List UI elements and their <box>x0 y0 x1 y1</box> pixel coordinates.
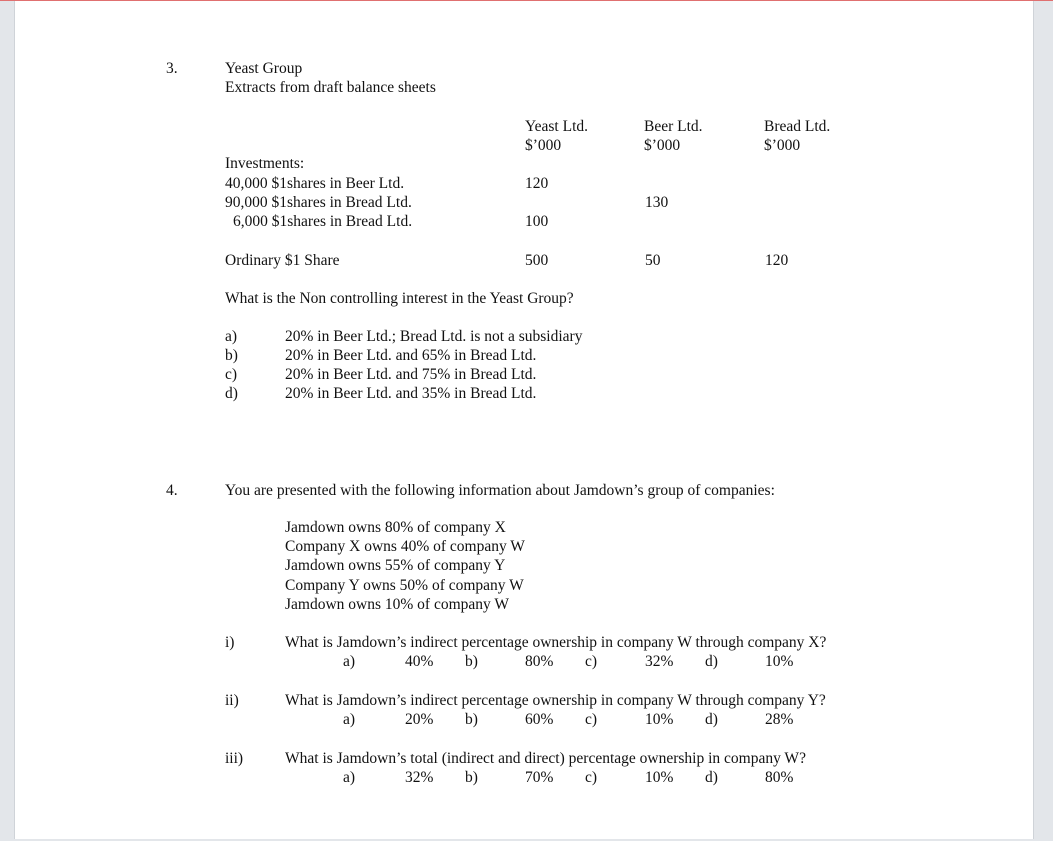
fact-line: Jamdown owns 80% of company X <box>285 519 506 536</box>
investments-label: Investments: <box>225 155 305 172</box>
column-header-yeast: Yeast Ltd. <box>525 118 589 135</box>
option-key: c) <box>225 366 238 383</box>
answer-key: a) <box>343 711 356 728</box>
answer-key: a) <box>343 653 356 670</box>
row-label: 6,000 $1shares in Bread Ltd. <box>233 213 413 230</box>
answer-key: c) <box>585 653 598 670</box>
answer-value: 70% <box>525 769 554 786</box>
answer-key: c) <box>585 711 598 728</box>
answer-value: 60% <box>525 711 554 728</box>
subquestion-key: i) <box>225 634 235 651</box>
answer-value: 28% <box>765 711 794 728</box>
document-page <box>14 1 1034 839</box>
answer-key: d) <box>705 653 718 670</box>
answer-value: 10% <box>645 769 674 786</box>
option-text: 20% in Beer Ltd. and 65% in Bread Ltd. <box>285 347 537 364</box>
option-text: 20% in Beer Ltd. and 35% in Bread Ltd. <box>285 385 537 402</box>
fact-line: Jamdown owns 10% of company W <box>285 596 510 613</box>
question-title: Yeast Group <box>225 60 303 77</box>
fact-line: Company Y owns 50% of company W <box>285 577 524 594</box>
subquestion-key: iii) <box>225 750 244 767</box>
row-value-yeast: 100 <box>525 213 549 230</box>
share-value-beer: 50 <box>645 252 661 269</box>
subquestion-text: What is Jamdown’s indirect percentage ownership in company W through company Y? <box>285 692 826 709</box>
answer-value: 10% <box>765 653 794 670</box>
question-text: What is the Non controlling interest in the Yeast Group? <box>225 290 574 307</box>
subquestion-key: ii) <box>225 692 239 709</box>
column-unit-bread: $’000 <box>764 137 801 154</box>
answer-key: d) <box>705 769 718 786</box>
column-header-bread: Bread Ltd. <box>764 118 831 135</box>
answer-value: 32% <box>645 653 674 670</box>
row-label: 40,000 $1shares in Beer Ltd. <box>225 175 405 192</box>
fact-line: Company X owns 40% of company W <box>285 538 525 555</box>
answer-key: c) <box>585 769 598 786</box>
option-text: 20% in Beer Ltd. and 75% in Bread Ltd. <box>285 366 537 383</box>
question-intro: You are presented with the following information about Jamdown’s group of companies: <box>225 482 775 499</box>
share-value-bread: 120 <box>765 252 789 269</box>
option-key: b) <box>225 347 238 364</box>
option-key: a) <box>225 328 238 345</box>
row-value-yeast: 120 <box>525 175 549 192</box>
column-header-beer: Beer Ltd. <box>644 118 703 135</box>
share-value-yeast: 500 <box>525 252 549 269</box>
answer-value: 80% <box>525 653 554 670</box>
option-text: 20% in Beer Ltd.; Bread Ltd. is not a subsidiary <box>285 328 583 345</box>
answer-value: 32% <box>405 769 434 786</box>
answer-key: b) <box>465 711 478 728</box>
answer-key: b) <box>465 769 478 786</box>
fact-line: Jamdown owns 55% of company Y <box>285 557 506 574</box>
answer-value: 10% <box>645 711 674 728</box>
question-number: 3. <box>166 60 178 77</box>
subquestion-text: What is Jamdown’s indirect percentage ownership in company W through company X? <box>285 634 827 651</box>
question-number: 4. <box>166 482 178 499</box>
option-key: d) <box>225 385 238 402</box>
row-label: 90,000 $1shares in Bread Ltd. <box>225 194 412 211</box>
answer-value: 20% <box>405 711 434 728</box>
answer-key: b) <box>465 653 478 670</box>
answer-value: 40% <box>405 653 434 670</box>
row-value-beer: 130 <box>645 194 669 211</box>
answer-key: d) <box>705 711 718 728</box>
share-row-label: Ordinary $1 Share <box>225 252 340 269</box>
subquestion-text: What is Jamdown’s total (indirect and direct) percentage ownership in company W? <box>285 750 806 767</box>
column-unit-yeast: $’000 <box>525 137 562 154</box>
question-subtitle: Extracts from draft balance sheets <box>225 79 436 96</box>
column-unit-beer: $’000 <box>644 137 681 154</box>
answer-key: a) <box>343 769 356 786</box>
answer-value: 80% <box>765 769 794 786</box>
